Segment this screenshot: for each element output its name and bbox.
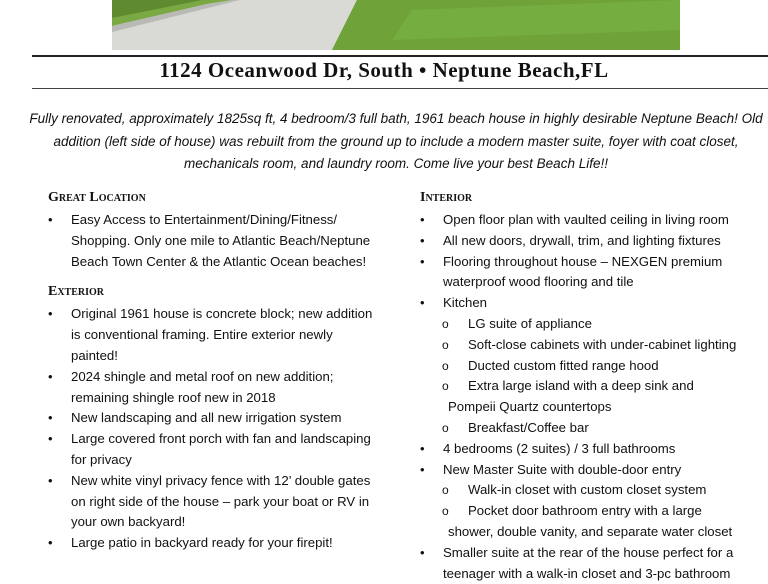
sub-bullet: o: [442, 316, 449, 331]
sublist-item: o Ducted custom fitted range hood: [420, 356, 765, 377]
sub-bullet: o: [442, 504, 449, 519]
bullet: •: [420, 253, 425, 269]
interior-list-3: [420, 543, 765, 584]
sublist-item: o Breakfast/Coffee bar: [420, 418, 765, 439]
title-top-rule: [32, 55, 768, 57]
bullet: •: [48, 212, 53, 227]
bullet: •: [420, 544, 425, 560]
intro-paragraph: Fully renovated, approximately 1825sq ft, 4 bedroom/3 full bath, 1961 beach house in highly desirable Neptune Beach! Old addition (left side of house) was rebuilt from the ground up to include a modern master suite, foyer with coat closet, mechanicals room, and laundry room. Come live your best Beach Life!!: [29, 111, 763, 171]
bullet: •: [420, 212, 425, 227]
list-item: • 4 bedrooms (2 suites) / 3 full bathrooms: [420, 439, 765, 460]
list-item: • New Master Suite with double-door entry: [420, 460, 765, 481]
bullet: •: [48, 431, 53, 447]
list-item: • Smaller suite at the rear of the house perfect for a teenager with a walk-in closet and 3-pc bathroom: [420, 544, 734, 581]
list-item: • Flooring throughout house – NEXGEN premium waterproof wood flooring and tile: [420, 253, 723, 290]
list-item: • New landscaping and all new irrigation system: [48, 408, 378, 429]
bullet: •: [420, 440, 425, 456]
list-item: • Kitchen: [420, 293, 765, 314]
title-bottom-rule: [32, 88, 768, 89]
sub-bullet: o: [442, 379, 449, 394]
right-column: [420, 188, 765, 584]
location-heading: Great Location: [48, 190, 146, 205]
kitchen-sublist: [420, 314, 765, 397]
location-list: [48, 210, 378, 272]
interior-list: [420, 210, 765, 314]
interior-list-2: [420, 439, 765, 481]
sublist-item: o LG suite of appliance: [420, 314, 765, 335]
sub-bullet: o: [442, 337, 449, 352]
list-item: • Large patio in backyard ready for your firepit!: [48, 533, 378, 554]
sublist-item: o Soft-close cabinets with under-cabinet lighting: [420, 335, 765, 356]
bullet: •: [48, 410, 53, 426]
bullet: •: [48, 535, 53, 551]
sublist-item: o Pocket door bathroom entry with a large: [420, 501, 765, 522]
master-sublist: [420, 480, 765, 522]
sub-bullet: o: [442, 420, 449, 435]
list-item: • New white vinyl privacy fence with 12’ double gates on right side of the house – park your boat or RV in your own backyard!: [48, 472, 371, 530]
bullet: •: [420, 461, 425, 477]
sub-bullet: o: [442, 358, 449, 373]
bullet: •: [420, 295, 425, 311]
exterior-heading: Exterior: [48, 284, 105, 300]
kitchen-sublist-end: [420, 418, 765, 439]
list-item: • 2024 shingle and metal roof on new addition; remaining shingle roof new in 2018: [48, 368, 334, 405]
left-column: [48, 188, 378, 554]
list-item: • Original 1961 house is concrete block; new addition is conventional framing. Entire exterior newly painted!: [48, 306, 373, 363]
sublist-continuation: shower, double vanity, and separate water closet: [448, 523, 733, 539]
sublist-item: o Extra large island with a deep sink and: [420, 376, 765, 397]
list-item: • Open floor plan with vaulted ceiling in living room: [420, 210, 765, 231]
page-title: 1124 Oceanwood Dr, South • Neptune Beach,FL: [159, 58, 609, 82]
sublist-item: o Walk-in closet with custom closet system: [420, 480, 765, 501]
property-photo: [112, 0, 680, 50]
bullet: •: [48, 472, 53, 488]
list-item: • All new doors, drywall, trim, and lighting fixtures: [420, 231, 765, 252]
exterior-list: [48, 304, 378, 554]
bullet: •: [48, 306, 53, 322]
interior-heading: Interior: [420, 190, 473, 205]
list-item: • Large covered front porch with fan and landscaping for privacy: [48, 431, 371, 467]
list-item: • Easy Access to Entertainment/Dining/Fitness/ Shopping. Only one mile to Atlantic Beach/Neptune Beach Town Center & the Atlantic Ocean beaches!: [48, 212, 371, 269]
bullet: •: [420, 232, 425, 248]
sublist-continuation: Pompeii Quartz countertops: [448, 399, 612, 415]
bullet: •: [48, 368, 53, 384]
sub-bullet: o: [442, 483, 449, 498]
